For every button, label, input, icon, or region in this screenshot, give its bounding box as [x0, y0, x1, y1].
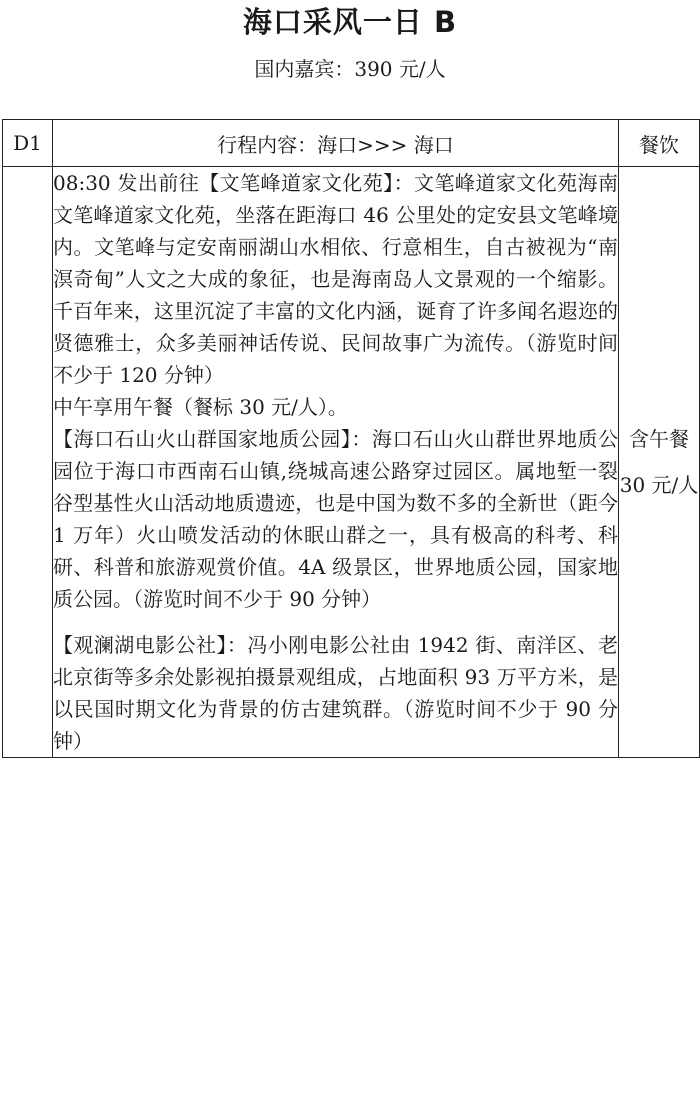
wenbifeng-paragraph: 08:30 发出前往【文笔峰道家文化苑】：文笔峰道家文化苑海南文笔峰道家文化苑，坐落在距海口 46 公里处的定安县文笔峰境内。文笔峰与定安南丽湖山水相依、行意相生，自古被视为“南溟奇甸”人文之大成的象征，也是海南岛人文景观的一个缩影。千百年来，这里沉淀了丰富的文化内涵，诞育了许多闻名遐迩的贤德雅士，众多美丽神话传说、民间故事广为流传。（游览时间不少于 120 分钟）	[53, 171, 618, 387]
document-title: 海口采风一日 B	[242, 5, 458, 39]
guanlanhu-film-paragraph: 【观澜湖电影公社】：冯小刚电影公社由 1942 街、南洋区、老北京街等多余处影视拍摄景观组成，占地面积 93 万平方米，是以民国时期文化为背景的仿古建筑群。（游览时间不少于 90 分钟）	[53, 632, 618, 753]
lunch-paragraph: 中午享用午餐（餐标 30 元/人）。	[53, 395, 348, 419]
shishan-volcano-paragraph: 【海口石山火山群国家地质公园】：海口石山火山群世界地质公园位于海口市西南石山镇,绕城高速公路穿过园区。属地堑一裂谷型基性火山活动地质遗迹，也是中国为数不多的全新世（距今 1 万年）火山喷发活动的休眠山群之一，具有极高的科考、科研、科普和旅游观赏价值。4A 级景区，世界地质公园，国家地质公园。（游览时间不少于 90 分钟）	[53, 427, 618, 611]
day-cell	[3, 167, 53, 758]
itinerary-table	[2, 119, 700, 758]
table-row	[3, 167, 700, 758]
day-header: D1	[3, 120, 53, 167]
table-header-row	[3, 120, 700, 167]
itinerary-content-cell	[53, 167, 619, 758]
meal-header: 餐饮	[619, 120, 700, 167]
content-header: 行程内容：海口>>> 海口	[53, 120, 619, 167]
price-line: 国内嘉宾：390 元/人	[254, 57, 446, 81]
meal-cell: 含午餐 30 元/人	[619, 167, 700, 758]
